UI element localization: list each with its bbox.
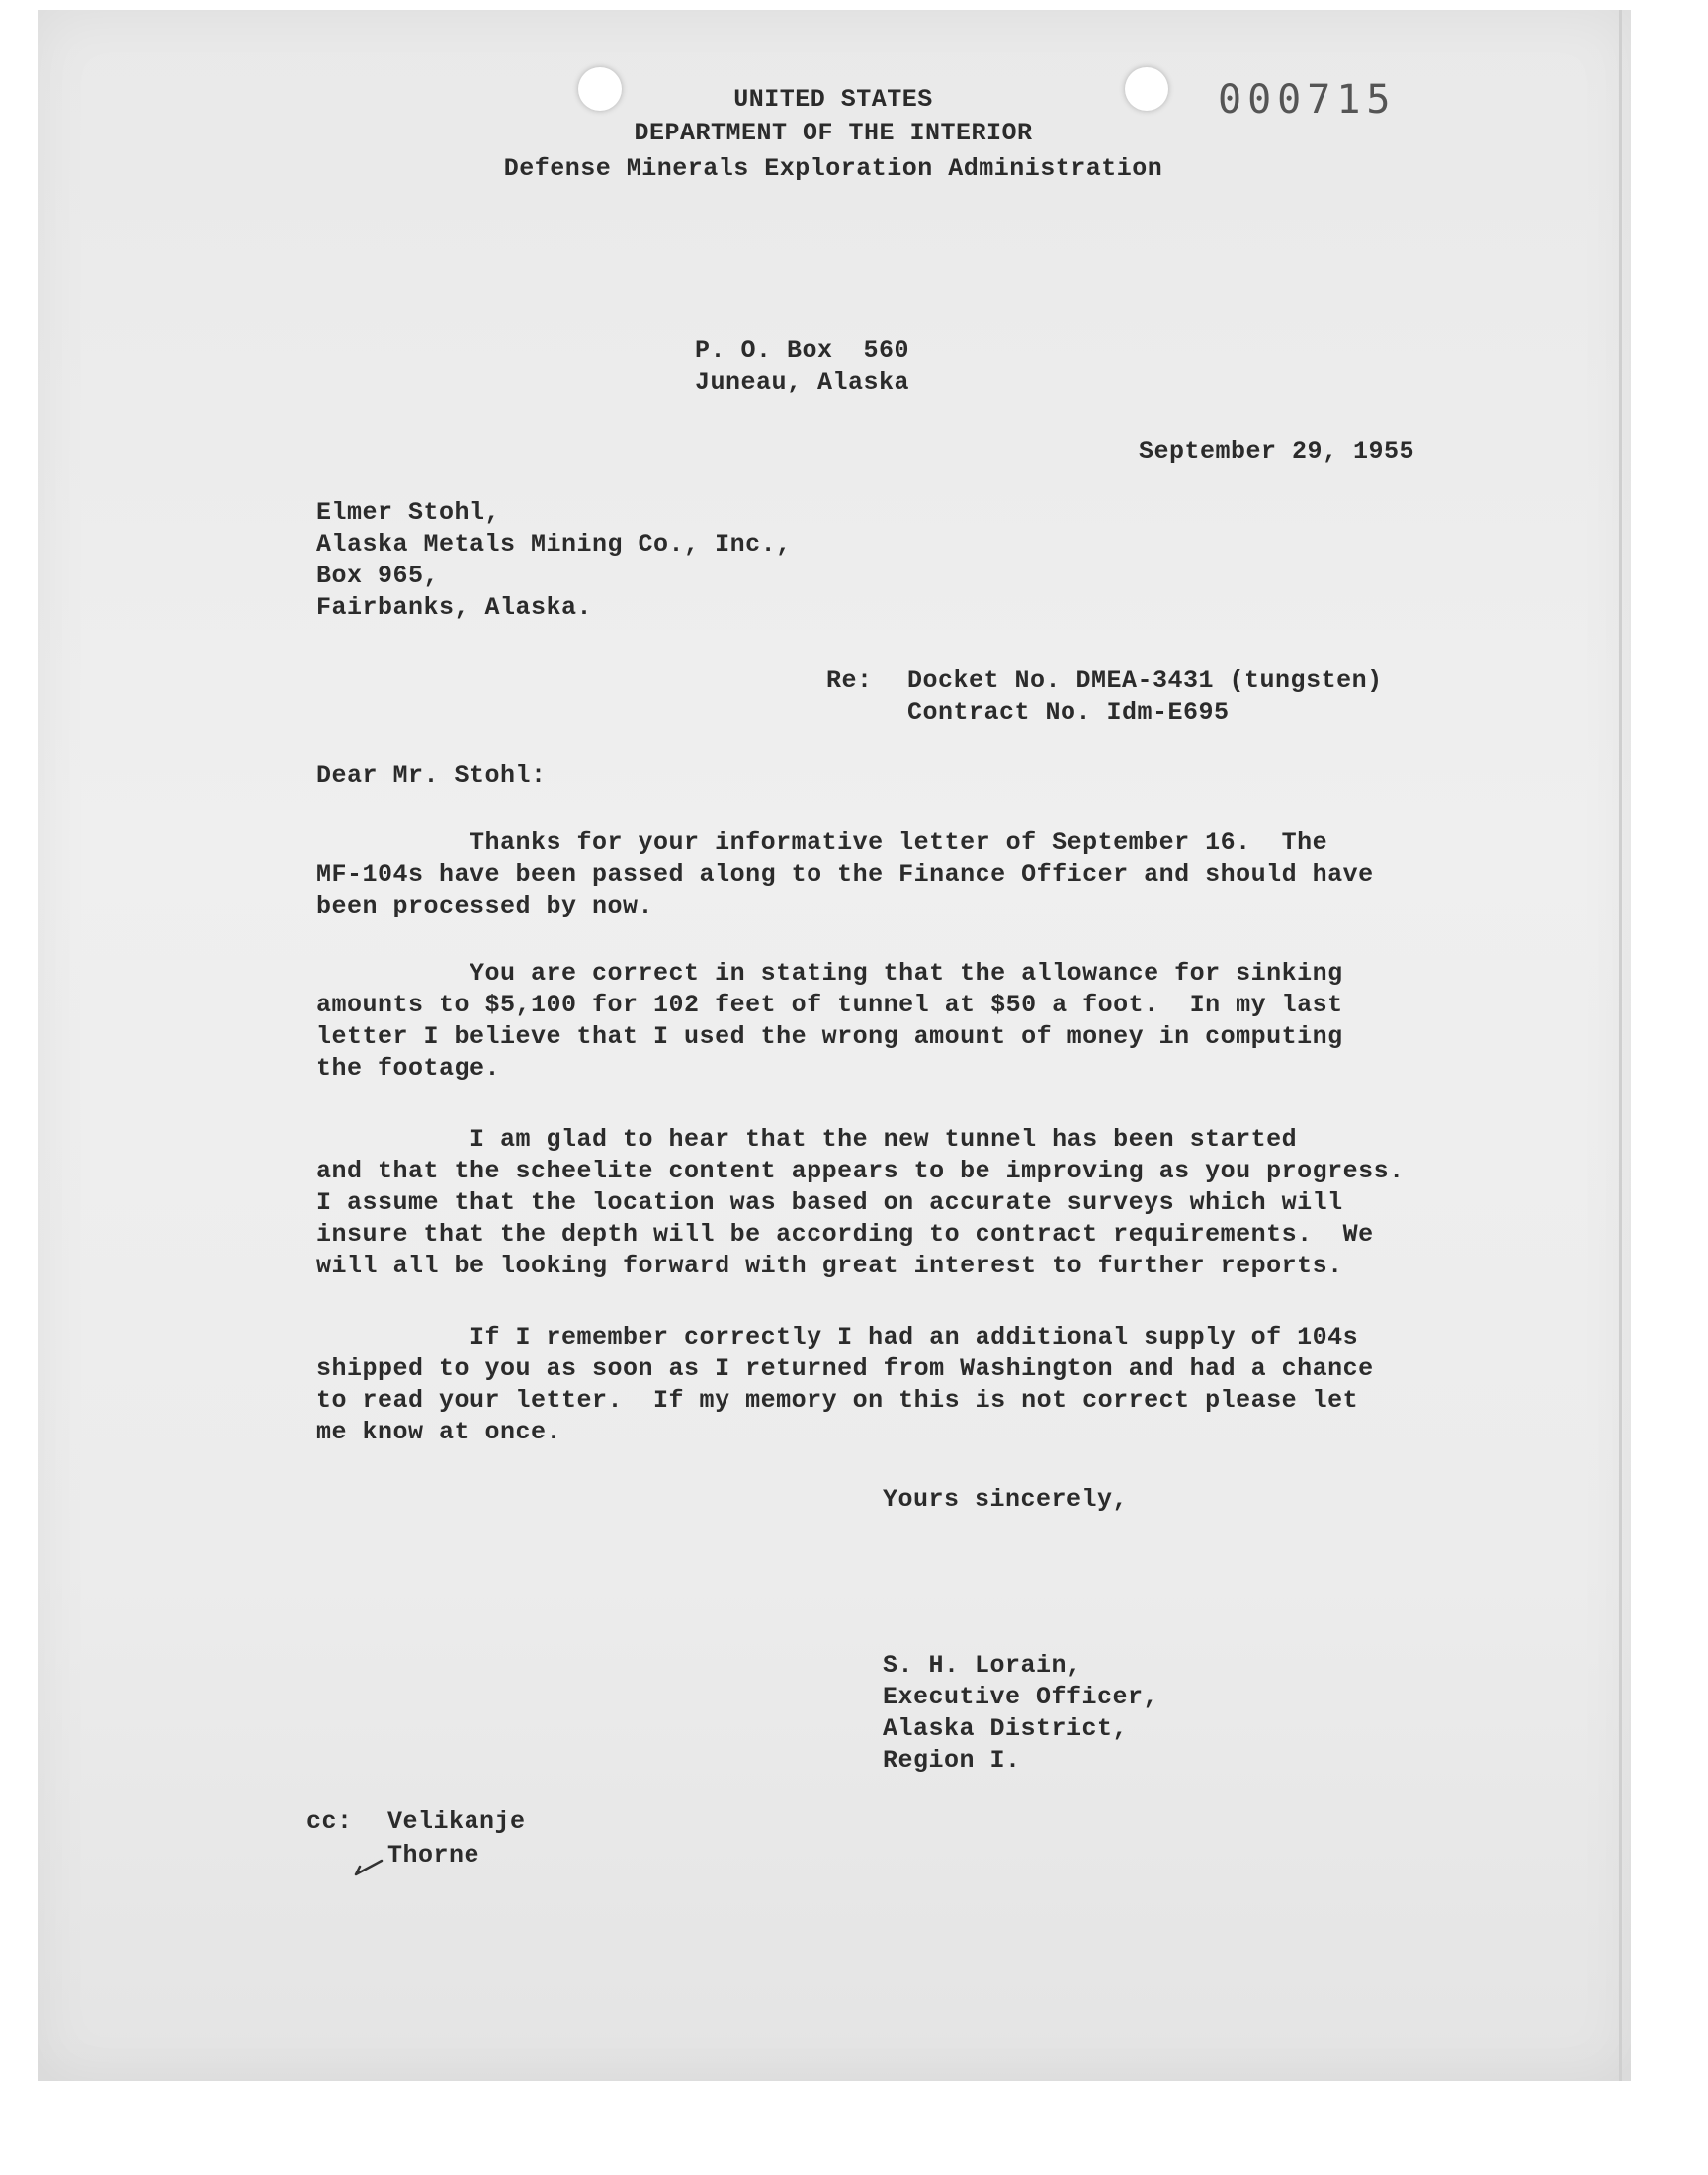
sender-address-line-2: Juneau, Alaska <box>695 368 910 396</box>
recipient-line-1: Elmer Stohl, <box>316 498 501 527</box>
salutation: Dear Mr. Stohl: <box>316 761 547 790</box>
reference-contract: Contract No. Idm-E695 <box>907 698 1230 727</box>
letterhead-line-1: UNITED STATES <box>733 85 933 114</box>
paragraph-line: I am glad to hear that the new tunnel has been started <box>316 1125 1298 1154</box>
cc-line-2: Thorne <box>387 1841 480 1870</box>
sheet-edge <box>1619 10 1622 2081</box>
reference-label: Re: <box>826 666 873 695</box>
paragraph-line: MF-104s have been passed along to the Finance Officer and should have <box>316 860 1374 889</box>
letterhead-line-3: Defense Minerals Exploration Administration <box>503 154 1163 183</box>
paragraph-line: and that the scheelite content appears to be improving as you progress. <box>316 1157 1405 1185</box>
recipient-line-3: Box 965, <box>316 562 440 590</box>
paragraph-line: the footage. <box>316 1054 501 1083</box>
paragraph-line: me know at once. <box>316 1418 562 1446</box>
recipient-line-4: Fairbanks, Alaska. <box>316 593 593 622</box>
cc-label: cc: <box>306 1807 353 1836</box>
checkmark-icon <box>352 1841 391 1880</box>
letterhead-line-2: DEPARTMENT OF THE INTERIOR <box>634 119 1033 147</box>
paragraph-line: amounts to $5,100 for 102 feet of tunnel at $50 a foot. In my last <box>316 991 1343 1019</box>
paragraph-line: If I remember correctly I had an additional supply of 104s <box>316 1323 1359 1351</box>
document-stamp-number: 000715 <box>1218 77 1397 123</box>
signature-line-1: S. H. Lorain, <box>883 1651 1082 1680</box>
paragraph-line: shipped to you as soon as I returned from Washington and had a chance <box>316 1354 1374 1383</box>
reference-docket: Docket No. DMEA-3431 (tungsten) <box>907 666 1383 695</box>
cc-line-1: Velikanje <box>387 1807 526 1836</box>
paragraph-line: You are correct in stating that the allowance for sinking <box>316 959 1343 988</box>
paragraph-line: will all be looking forward with great interest to further reports. <box>316 1252 1343 1280</box>
paragraph-line: to read your letter. If my memory on this is not correct please let <box>316 1386 1359 1415</box>
recipient-line-2: Alaska Metals Mining Co., Inc., <box>316 530 792 559</box>
closing: Yours sincerely, <box>883 1485 1129 1514</box>
paragraph-line: been processed by now. <box>316 892 654 920</box>
signature-line-3: Alaska District, <box>883 1714 1129 1743</box>
sender-address-line-1: P. O. Box 560 <box>695 336 910 365</box>
signature-line-2: Executive Officer, <box>883 1683 1159 1711</box>
signature-line-4: Region I. <box>883 1746 1021 1775</box>
paragraph-line: letter I believe that I used the wrong amount of money in computing <box>316 1022 1343 1051</box>
paragraph-line: I assume that the location was based on accurate surveys which will <box>316 1188 1343 1217</box>
paragraph-line: insure that the depth will be according to contract requirements. We <box>316 1220 1374 1249</box>
paragraph-line: Thanks for your informative letter of September 16. The <box>316 828 1328 857</box>
letter-date: September 29, 1955 <box>1139 437 1415 466</box>
